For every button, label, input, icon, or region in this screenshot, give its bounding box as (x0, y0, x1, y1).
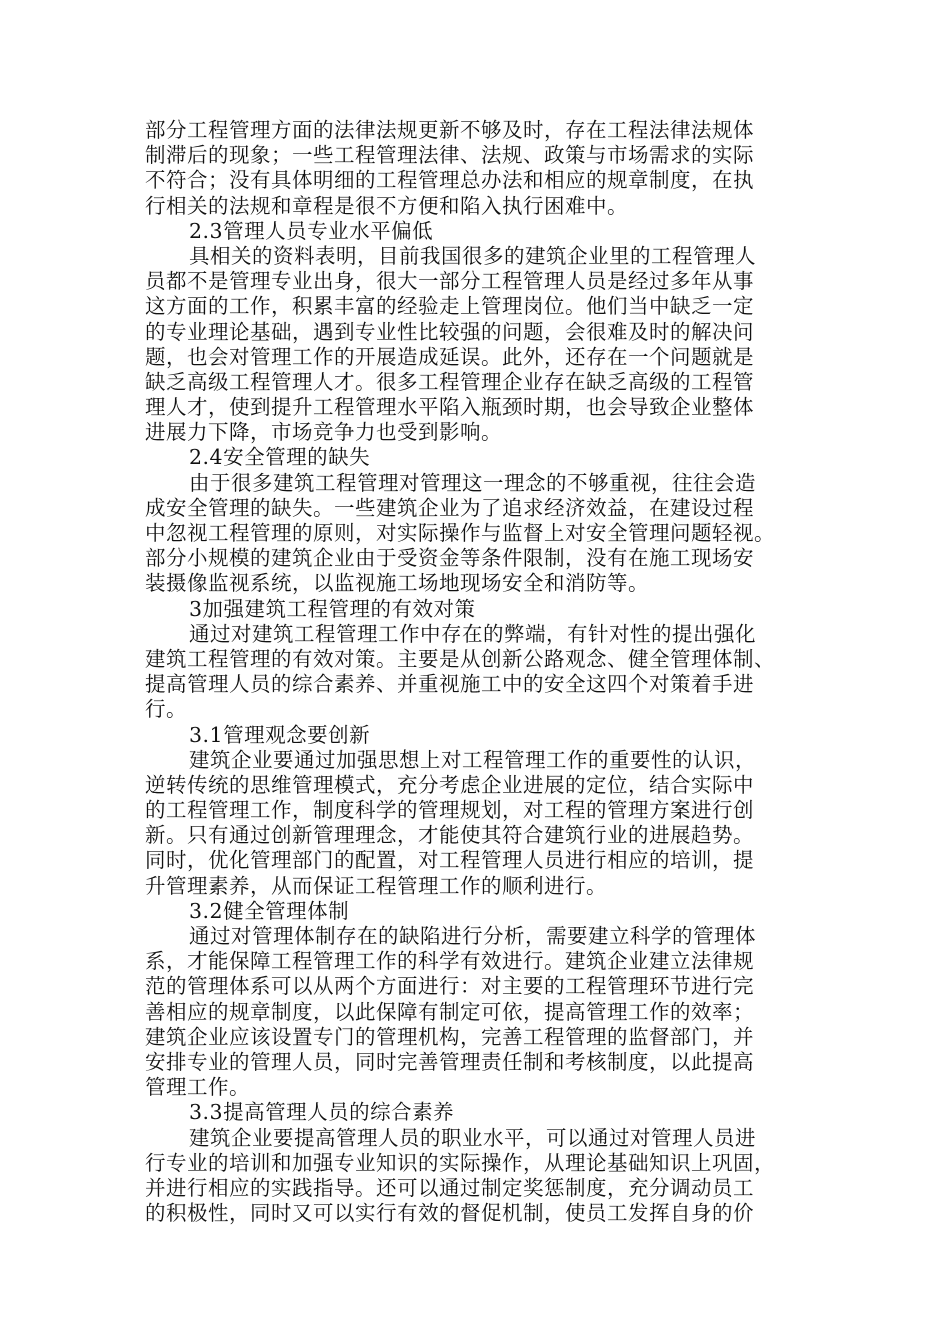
text-line: 建筑企业要提高管理人员的职业水平，可以通过对管理人员进 (189, 1125, 756, 1150)
text-line: 的积极性，同时又可以实行有效的督促机制，使员工发挥自身的价 (145, 1201, 754, 1226)
text-line: 同时，优化管理部门的配置，对工程管理人员进行相应的培训，提 (145, 848, 754, 873)
text-line: 并进行相应的实践指导。还可以通过制定奖惩制度，充分调动员工 (145, 1175, 754, 1200)
text-line: 管理工作。 (145, 1075, 250, 1100)
text-line: 建筑企业要通过加强思想上对工程管理工作的重要性的认识， (189, 747, 756, 772)
text-line: 新。只有通过创新管理理念，才能使其符合建筑行业的进展趋势。 (145, 823, 754, 848)
text-line: 的工程管理工作，制度科学的管理规划，对工程的管理方案进行创 (145, 798, 754, 823)
text-line: 进展力下降，市场竞争力也受到影响。 (145, 420, 502, 445)
text-line: 3.3提高管理人员的综合素养 (189, 1100, 455, 1125)
text-line: 3.1管理观念要创新 (189, 722, 371, 747)
text-line: 的专业理论基础，遇到专业性比较强的问题，会很难及时的解决问 (145, 319, 754, 344)
document-body (145, 118, 805, 1226)
text-line: 部分小规模的建筑企业由于受资金等条件限制，没有在施工现场安 (145, 546, 754, 571)
text-line: 成安全管理的缺失。一些建筑企业为了追求经济效益，在建设过程 (145, 495, 754, 520)
text-line: 3.2健全管理体制 (189, 898, 350, 923)
text-line: 制滞后的现象；一些工程管理法律、法规、政策与市场需求的实际 (145, 143, 754, 168)
text-line: 缺乏高级工程管理人才。很多工程管理企业存在缺乏高级的工程管 (145, 369, 754, 394)
text-line: 善相应的规章制度，以此保障有制定可依，提高管理工作的效率； (145, 999, 754, 1024)
text-line: 理人才，使到提升工程管理水平陷入瓶颈时期，也会导致企业整体 (145, 395, 754, 420)
text-line: 通过对建筑工程管理工作中存在的弊端，有针对性的提出强化 (189, 621, 756, 646)
text-line: 具相关的资料表明，目前我国很多的建筑企业里的工程管理人 (189, 243, 756, 268)
text-line: 建筑企业应该设置专门的管理机构，完善工程管理的监督部门，并 (145, 1024, 754, 1049)
text-line: 行专业的培训和加强专业知识的实际操作，从理论基础知识上巩固， (145, 1150, 775, 1175)
text-line: 装摄像监视系统，以监视施工场地现场安全和消防等。 (145, 571, 649, 596)
text-line: 2.4安全管理的缺失 (189, 445, 371, 470)
text-line: 员都不是管理专业出身，很大一部分工程管理人员是经过多年从事 (145, 269, 754, 294)
text-line: 部分工程管理方面的法律法规更新不够及时，存在工程法律法规体 (145, 118, 754, 142)
text-line: 题，也会对管理工作的开展造成延误。此外，还存在一个问题就是 (145, 344, 754, 369)
text-line: 中忽视工程管理的原则，对实际操作与监督上对安全管理问题轻视。 (145, 521, 775, 545)
text-line: 这方面的工作，积累丰富的经验走上管理岗位。他们当中缺乏一定 (145, 294, 754, 319)
text-line: 行相关的法规和章程是很不方便和陷入执行困难中。 (145, 193, 628, 218)
text-line: 安排专业的管理人员，同时完善管理责任制和考核制度，以此提高 (145, 1049, 754, 1074)
text-line: 3加强建筑工程管理的有效对策 (189, 596, 476, 621)
text-line: 升管理素养，从而保证工程管理工作的顺利进行。 (145, 873, 607, 898)
text-line: 由于很多建筑工程管理对管理这一理念的不够重视，往往会造 (189, 470, 756, 495)
text-line: 提高管理人员的综合素养、并重视施工中的安全这四个对策着手进 (145, 672, 754, 697)
text-line: 行。 (145, 697, 187, 722)
text-line: 范的管理体系可以从两个方面进行：对主要的工程管理环节进行完 (145, 974, 754, 999)
text-line: 不符合；没有具体明细的工程管理总办法和相应的规章制度，在执 (145, 168, 754, 193)
text-line: 系，才能保障工程管理工作的科学有效进行。建筑企业建立法律规 (145, 949, 754, 974)
text-line: 通过对管理体制存在的缺陷进行分析，需要建立科学的管理体 (189, 924, 756, 948)
text-line: 逆转传统的思维管理模式，充分考虑企业进展的定位，结合实际中 (145, 772, 754, 797)
text-line: 建筑工程管理的有效对策。主要是从创新公路观念、健全管理体制、 (145, 646, 775, 671)
text-line: 2.3管理人员专业水平偏低 (189, 218, 434, 243)
